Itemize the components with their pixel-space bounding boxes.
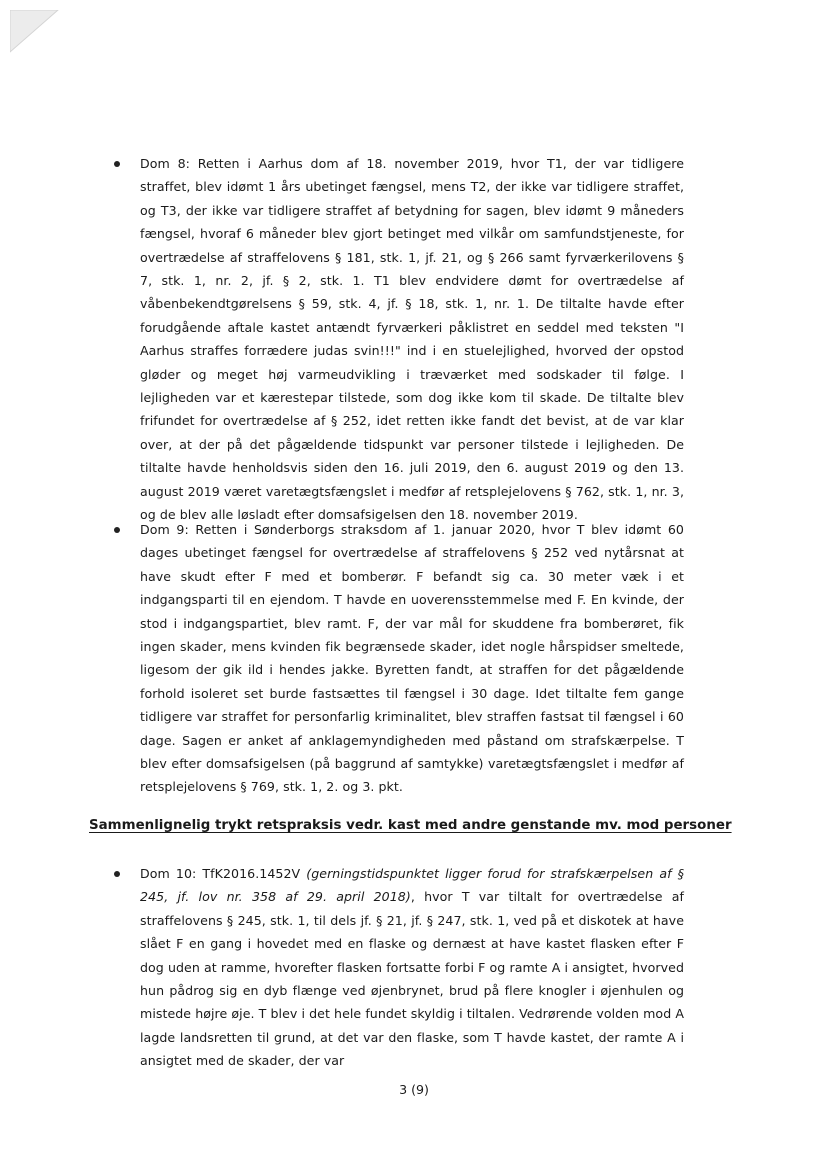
page-corner-fold — [10, 10, 60, 54]
bullet-icon — [114, 161, 120, 167]
ruling-dom-10-note: (gerningstidspunktet ligger forud for strafskærpelsen af § 245, jf. lov nr. 358 af 29. april 2018) — [140, 866, 685, 905]
bullet-icon — [114, 871, 120, 877]
ruling-dom-10-rest: , hvor T var tiltalt for overtrædelse af straffelovens § 245, stk. 1, til dels jf. § 21, jf. § 247, stk. 1, ved på et diskotek at have slået F en gang i hovedet med en flaske og dernæst at have kastet flasken efter F dog uden at ramme, hvorefter flasken fortsatte forbi F og ramte A i ansigtet, hvorved hun pådrog sig en dyb flænge ved øjenbrynet, brud på flere knogler i øjenhulen og mistede højre øje. T blev i det hele fundet skyldig i tiltalen. Vedrørende volden mod A lagde landsretten til grund, at det var den flaske, som T havde kastet, der ramte A i ansigtet med de skader, der var — [140, 889, 684, 1069]
list-item — [118, 518, 684, 799]
list-item — [118, 152, 684, 527]
ruling-dom-8: Dom 8: Retten i Aarhus dom af 18. november 2019, hvor T1, der var tidligere straffet, blev idømt 1 års ubetinget fængsel, mens T2, der ikke var tidligere straffet, og T3, der ikke var tidligere straffet af betydning for sagen, blev idømt 9 måneders fængsel, hvoraf 6 måneder blev gjort betinget med vilkår om samfundstjeneste, for overtrædelse af straffelovens § 181, stk. 1, jf. 21, og § 266 samt fyrværkerilovens § 7, stk. 1, nr. 2, jf. § 2, stk. 1. T1 blev endvidere dømt for overtrædelse af våbenbekendtgørelsens § 59, stk. 4, jf. § 18, stk. 1, nr. 1. De tiltalte havde efter forudgående aftale kastet antændt fyrværkeri påklistret en seddel med teksten "I Aarhus straffes forrædere judas svin!!!" ind i en stuelejlighed, hvorved der opstod gløder og meget høj varmeudvikling i træværket med sodskader til følge. I lejligheden var et kærestepar tilstede, som dog ikke kom til skade. De tiltalte blev frifundet for overtrædelse af § 252, idet retten ikke fandt det bevist, at de var klar over, at der på det pågældende tidspunkt var personer tilstede i lejligheden. De tiltalte havde henholdsvis siden den 16. juli 2019, den 6. august 2019 og den 13. august 2019 været varetægtsfængslet i medfør af retsplejelovens § 762, stk. 1, nr. 3, og de blev alle løsladt efter domsafsigelsen den 18. november 2019. — [140, 156, 684, 523]
section-heading: Sammenlignelig trykt retspraksis vedr. kast med andre genstande mv. mod personer — [89, 818, 732, 833]
bullet-icon — [114, 527, 120, 533]
ruling-dom-10 — [140, 862, 684, 1073]
list-item — [118, 862, 684, 1073]
ruling-dom-9: Dom 9: Retten i Sønderborgs straksdom af 1. januar 2020, hvor T blev idømt 60 dages ubetinget fængsel for overtrædelse af straffelovens § 252 ved nytårsnat at have skudt efter F med et bomberør. F befandt sig ca. 30 meter væk i et indgangsparti til en ejendom. T havde en uoverensstemmelse med F. En kvinde, der stod i indgangspartiet, blev ramt. F, der var mål for skuddene fra bomberøret, fik ingen skader, mens kvinden fik begrænsede skader, idet nogle hårspidser smeltede, ligesom der gik ild i hendes jakke. Byretten fandt, at straffen for det pågældende forhold isoleret set burde fastsættes til fængsel i 30 dage. Idet tiltalte fem gange tidligere var straffet for personfarlig kriminalitet, blev straffen fastsat til fængsel i 60 dage. Sagen er anket af anklagemyndigheden med påstand om strafskærpelse. T blev efter domsafsigelsen (på baggrund af samtykke) varetægtsfængslet i medfør af retsplejelovens § 769, stk. 1, 2. og 3. pkt. — [140, 522, 684, 795]
ruling-dom-10-lead: Dom 10: TfK2016.1452V — [140, 866, 307, 881]
page-number: 3 (9) — [399, 1082, 429, 1097]
